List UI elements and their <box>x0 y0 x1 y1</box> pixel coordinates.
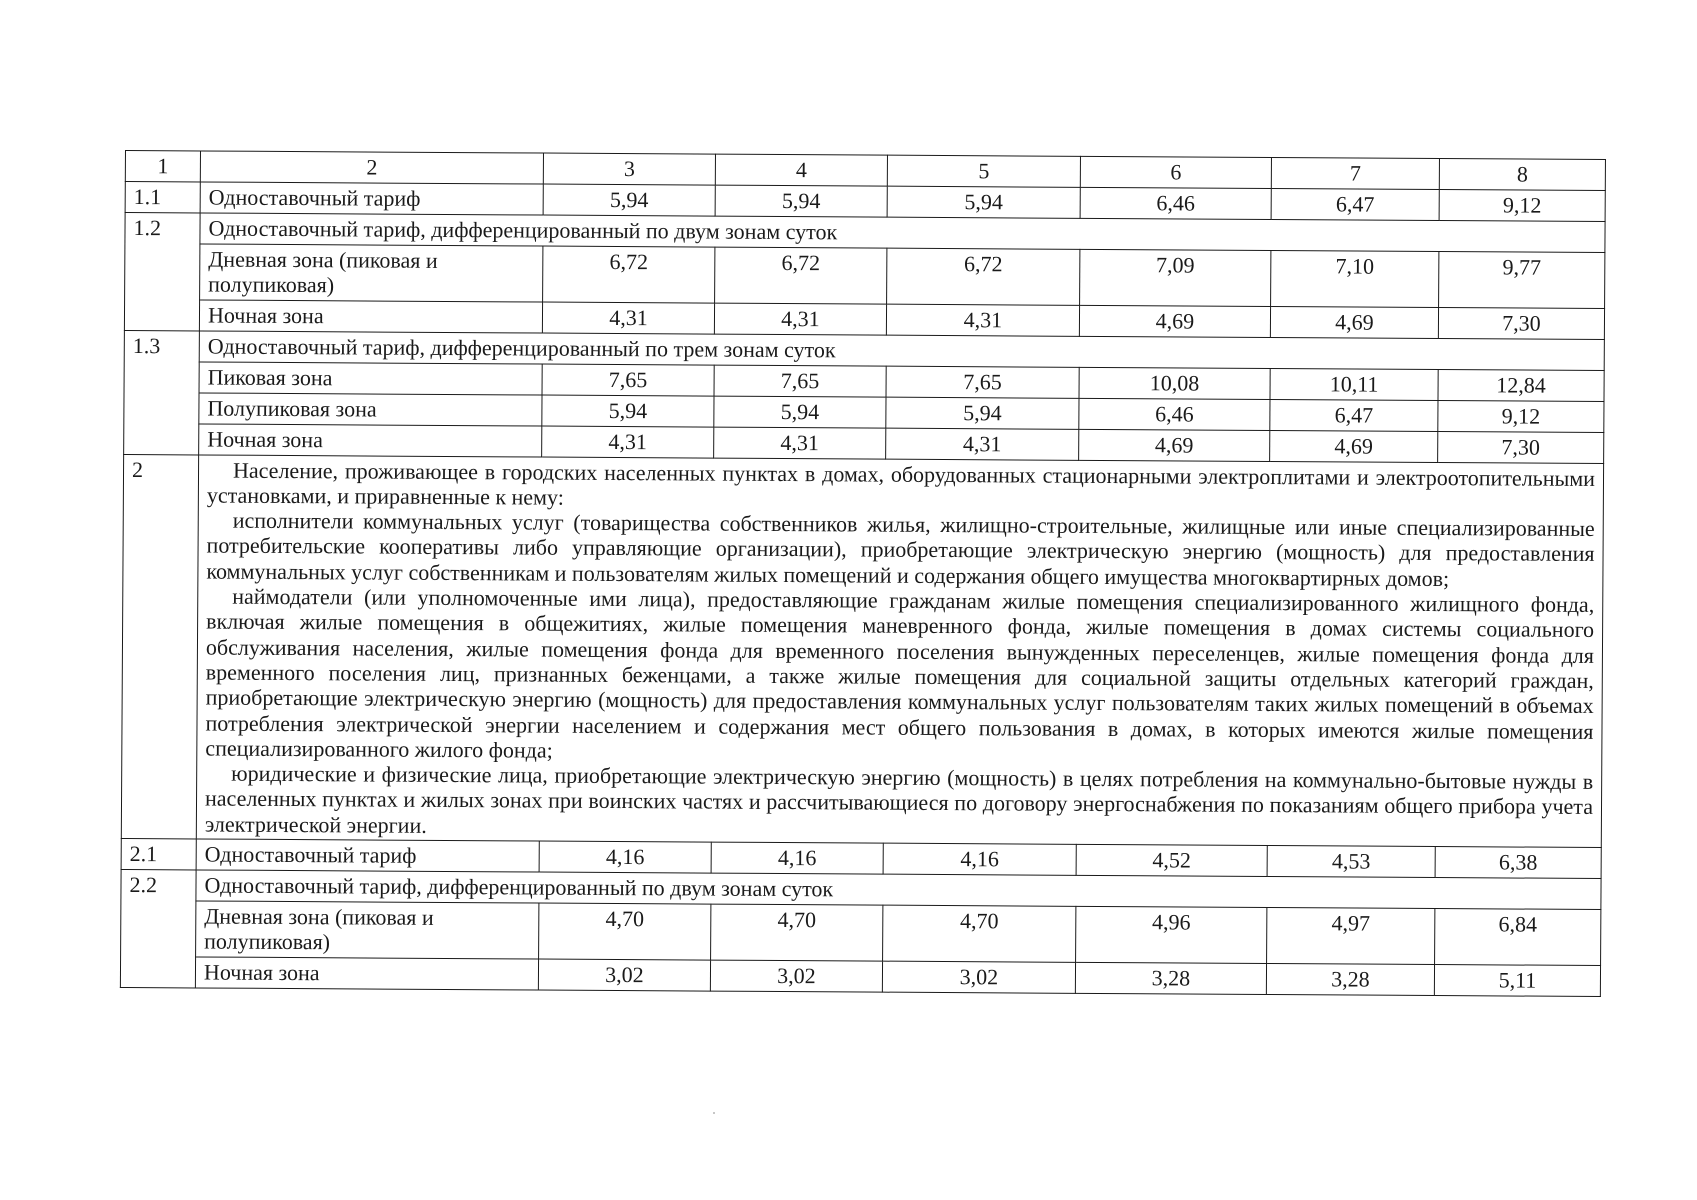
tariff-value: 5,94 <box>886 397 1079 429</box>
consumer-category-description <box>196 455 1603 848</box>
table-row <box>125 244 1605 309</box>
tariff-value: 5,94 <box>714 396 886 428</box>
tariff-value: 7,65 <box>542 364 714 396</box>
description-paragraph: наймодатели (или уполномоченные ими лица), предоставляющие гражданам жилые помещения специализированного жилищного фонда, включая жилые помещения в общежитиях, жилые помещения маневренного фонда, жилые помещения в домах системы социального обслуживания населения, жилые помещения фонда для временного поселения вынужденных переселенцев, жилые помещения фонда для временного поселения лиц, признанных беженцами, а также жилые помещения для социальной защиты отдельных категорий граждан, приобретающие электрическую энергию (мощность) для предоставления коммунальных услуг пользователям таких жилых помещений в объемах потребления электрической энергии населением и содержания мест общего пользования в домах, в которых имеются жилые помещения специализированного жилого фонда; <box>205 583 1595 763</box>
row-code: 2.2 <box>120 870 196 988</box>
tariff-value: 4,70 <box>711 904 883 961</box>
row-name: Ночная зона <box>199 424 542 457</box>
tariff-value: 3,02 <box>710 960 882 992</box>
section-title: Одноставочный тариф, дифференцированный по двум зонам суток <box>196 870 1601 910</box>
table-row <box>121 901 1601 966</box>
row-name: Дневная зона (пиковая и полупиковая) <box>196 901 539 959</box>
tariff-value: 4,97 <box>1267 908 1435 965</box>
tariff-value: 7,10 <box>1271 251 1439 308</box>
tariff-value: 6,47 <box>1270 399 1438 431</box>
tariff-value: 9,12 <box>1439 190 1605 222</box>
row-code: 2.1 <box>121 839 196 870</box>
row-name: Дневная зона (пиковая и полупиковая) <box>200 244 543 302</box>
tariff-value: 5,94 <box>543 184 715 216</box>
tariff-value: 6,46 <box>1079 398 1270 430</box>
header-cell: 1 <box>125 151 200 182</box>
tariff-value: 6,72 <box>543 246 715 303</box>
row-name: Полупиковая зона <box>199 393 542 426</box>
description-paragraph: юридические и физические лица, приобретающие электрическую энергию (мощность) в целях потребления на коммунально-бытовые нужды в населенных пунктах и жилых зонах при воинских частях и рассчитывающиеся по договору энергоснабжения по показаниям общего прибора учета электрической энергии. <box>204 760 1594 838</box>
tariff-value: 4,31 <box>542 302 714 334</box>
tariff-value: 4,69 <box>1270 430 1438 462</box>
tariff-value: 4,31 <box>714 303 886 335</box>
tariff-value: 5,94 <box>715 185 887 217</box>
tariff-value: 9,12 <box>1438 400 1604 432</box>
tariff-value: 4,31 <box>714 427 886 459</box>
tariff-value: 7,30 <box>1438 307 1604 339</box>
table-row <box>121 454 1603 847</box>
tariff-value: 12,84 <box>1438 369 1604 401</box>
tariff-value: 3,02 <box>882 961 1075 993</box>
tariff-value: 9,77 <box>1439 252 1605 309</box>
tariff-value: 4,52 <box>1076 844 1267 876</box>
header-cell: 3 <box>543 153 715 185</box>
row-name: Одноставочный тариф <box>200 182 543 215</box>
tariff-value: 4,16 <box>539 841 711 873</box>
section-title: Одноставочный тариф, дифференцированный по трем зонам суток <box>199 331 1604 371</box>
row-code: 2 <box>121 454 198 839</box>
description-paragraph: исполнители коммунальных услуг (товарищества собственников жилья, жилищно-строительные, жилищные или иные специализированные потребительские кооперативы либо управляющие организации), приобретающие электрическую энергию (мощность) для предоставления коммунальных услуг собственникам и пользователям жилых помещений и содержания общего имущества многоквартирных домов; <box>206 507 1595 591</box>
row-name: Пиковая зона <box>199 362 542 395</box>
tariff-value: 4,69 <box>1079 429 1270 461</box>
tariff-value: 3,28 <box>1075 962 1266 994</box>
tariff-value: 4,69 <box>1079 305 1270 337</box>
tariff-value: 7,65 <box>714 365 886 397</box>
tariff-value: 5,94 <box>887 186 1080 218</box>
header-cell: 7 <box>1271 158 1439 190</box>
header-cell: 2 <box>200 151 543 184</box>
header-cell: 5 <box>887 155 1080 187</box>
scan-speck <box>713 1112 715 1114</box>
tariff-value: 7,65 <box>886 366 1079 398</box>
tariff-table-container <box>120 150 1605 997</box>
tariff-value: 4,70 <box>883 905 1076 962</box>
tariff-value: 6,72 <box>715 247 887 304</box>
description-paragraph: Население, проживающее в городских населенных пунктах в домах, оборудованных стационарными электроплитами и электроотопительными установками, и приравненные к нему: <box>206 457 1596 510</box>
tariff-value: 4,53 <box>1267 846 1435 878</box>
tariff-value: 10,11 <box>1270 368 1438 400</box>
tariff-value: 6,46 <box>1080 187 1271 219</box>
tariff-value: 7,09 <box>1080 249 1271 306</box>
tariff-value: 3,28 <box>1266 963 1434 995</box>
tariff-value: 4,69 <box>1270 306 1438 338</box>
tariff-value: 4,70 <box>539 903 711 960</box>
row-code: 1.2 <box>124 213 200 331</box>
section-title: Одноставочный тариф, дифференцированный по двум зонам суток <box>200 213 1605 253</box>
tariff-value: 3,02 <box>538 959 710 991</box>
header-cell: 6 <box>1080 156 1271 188</box>
tariff-value: 4,31 <box>542 426 714 458</box>
tariff-value: 6,38 <box>1435 847 1601 879</box>
tariff-value: 6,72 <box>887 248 1080 305</box>
row-code: 1.1 <box>125 182 200 213</box>
tariff-value: 10,08 <box>1079 367 1270 399</box>
tariff-value: 5,11 <box>1434 964 1600 996</box>
tariff-value: 4,31 <box>886 304 1079 336</box>
tariff-value: 6,84 <box>1435 909 1601 966</box>
row-name: Ночная зона <box>195 957 538 990</box>
tariff-table <box>120 150 1606 997</box>
tariff-value: 7,30 <box>1438 431 1604 463</box>
tariff-value: 4,16 <box>711 842 883 874</box>
row-code: 1.3 <box>124 330 200 454</box>
row-name: Ночная зона <box>199 300 542 333</box>
tariff-value: 4,96 <box>1076 906 1267 963</box>
tariff-value: 5,94 <box>542 395 714 427</box>
header-cell: 8 <box>1439 159 1605 191</box>
row-name: Одноставочный тариф <box>196 839 539 872</box>
header-cell: 4 <box>715 154 887 186</box>
tariff-value: 4,16 <box>883 843 1076 875</box>
tariff-value: 6,47 <box>1271 189 1439 221</box>
tariff-value: 4,31 <box>886 428 1079 460</box>
